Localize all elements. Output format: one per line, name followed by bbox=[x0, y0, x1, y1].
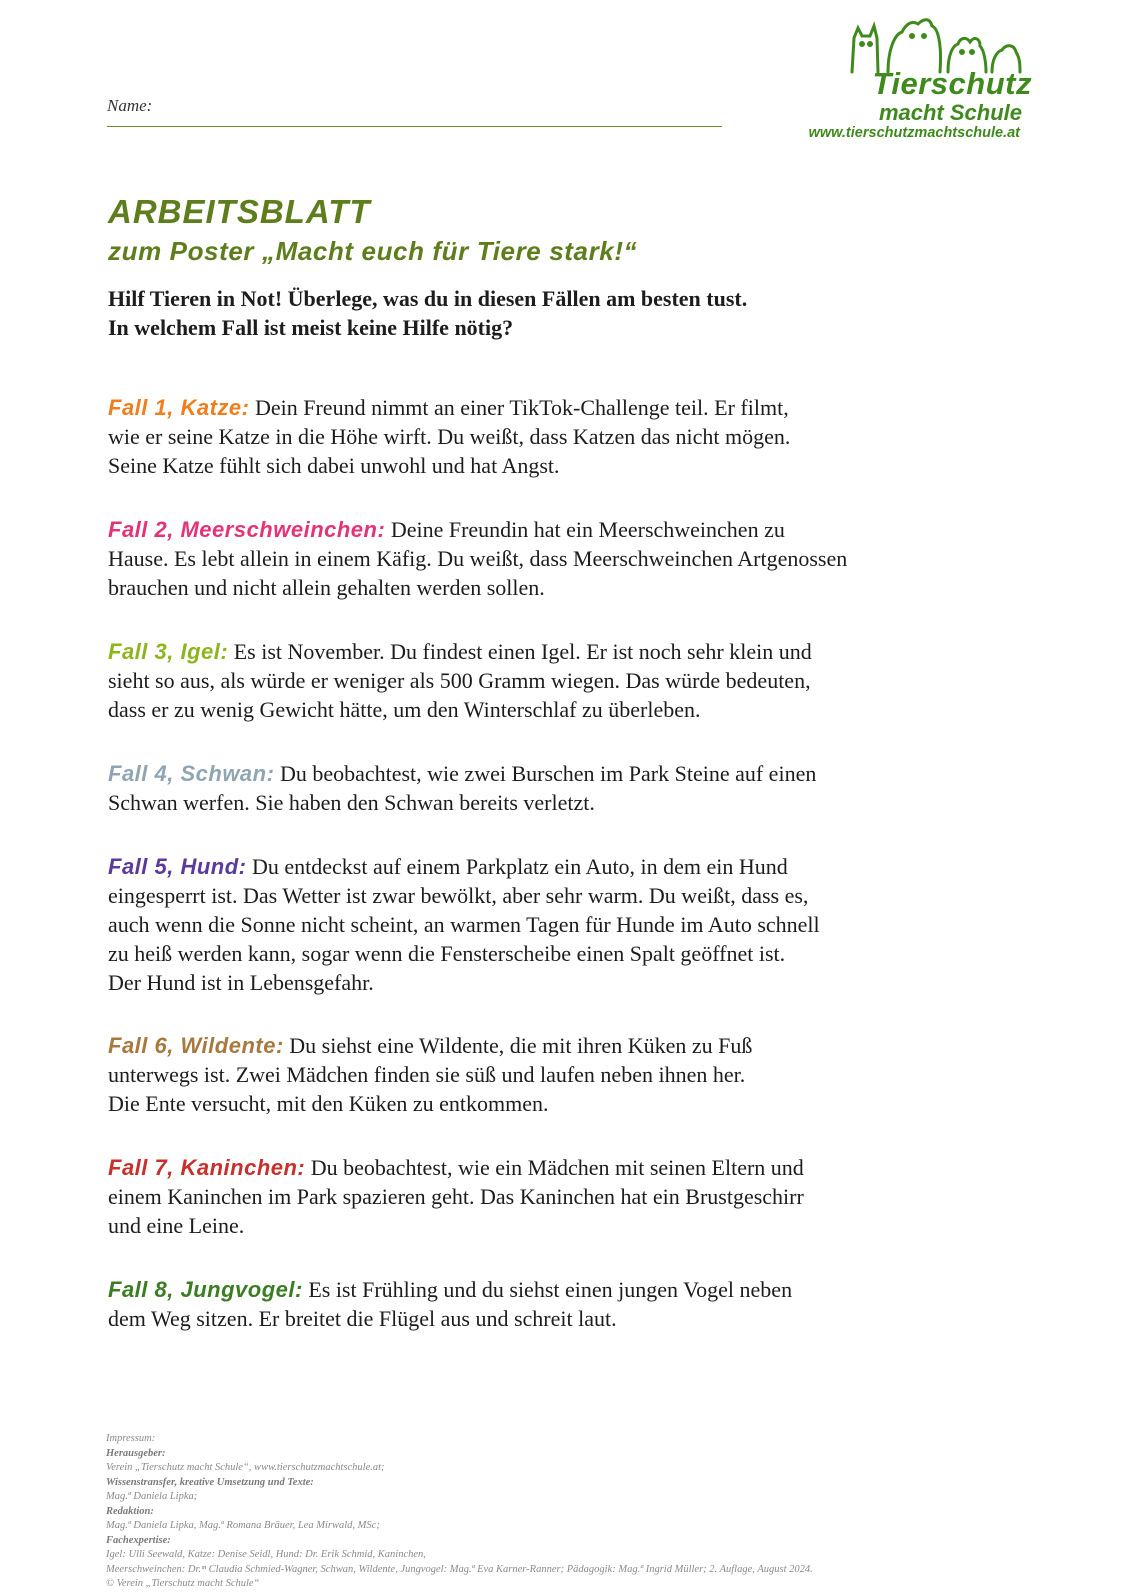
case-8 bbox=[108, 1275, 1008, 1333]
case-text: Hause. Es lebt allein in einem Käfig. Du weißt, dass Meerschweinchen Artgenossen bbox=[108, 546, 848, 571]
case-text: und eine Leine. bbox=[108, 1213, 245, 1238]
case-text: Du beobachtest, wie ein Mädchen mit seinen Eltern und bbox=[310, 1155, 804, 1180]
case-text: dem Weg sitzen. Er breitet die Flügel aus und schreit laut. bbox=[108, 1306, 617, 1331]
imprint-heading: Impressum: bbox=[106, 1433, 156, 1444]
imprint-text: Igel: Ulli Seewald, Katze: Denise Seidl, Hund: Dr. Erik Schmid, Kaninchen, bbox=[106, 1549, 426, 1560]
case-text: einem Kaninchen im Park spazieren geht. Das Kaninchen hat ein Brustgeschirr bbox=[108, 1184, 804, 1209]
case-text: zu heiß werden kann, sogar wenn die Fensterscheibe einen Spalt geöffnet ist. bbox=[108, 941, 786, 966]
imprint-label: Wissenstransfer, kreative Umsetzung und Texte: bbox=[106, 1476, 314, 1488]
logo-line-2: macht Schule bbox=[878, 100, 1022, 125]
case-text: dass er zu wenig Gewicht hätte, um den Winterschlaf zu überleben. bbox=[108, 697, 701, 722]
case-7 bbox=[108, 1153, 1008, 1240]
page-title: ARBEITSBLATT bbox=[108, 193, 371, 230]
case-heading: Fall 7, Kaninchen: bbox=[108, 1155, 306, 1180]
case-text: Dein Freund nimmt an einer TikTok-Challenge teil. Er filmt, bbox=[254, 395, 789, 420]
case-text: wie er seine Katze in die Höhe wirft. Du weißt, dass Katzen das nicht mögen. bbox=[108, 424, 791, 449]
case-text: Du siehst eine Wildente, die mit ihren Küken zu Fuß bbox=[289, 1033, 753, 1058]
imprint-copyright: © Verein „Tierschutz macht Schule“ bbox=[106, 1578, 260, 1589]
case-heading: Fall 6, Wildente: bbox=[108, 1033, 284, 1058]
logo-line-1: Tierschutz bbox=[872, 66, 1032, 101]
logo bbox=[740, 14, 1040, 141]
name-label: Name: bbox=[107, 96, 153, 115]
case-text: Du entdeckst auf einem Parkplatz ein Auto, in dem ein Hund bbox=[252, 854, 788, 879]
name-field[interactable] bbox=[107, 96, 722, 127]
case-heading: Fall 4, Schwan: bbox=[108, 761, 275, 786]
imprint-label: Herausgeber: bbox=[106, 1447, 166, 1459]
animals-logo-icon bbox=[840, 14, 1030, 74]
page-subtitle: zum Poster „Macht euch für Tiere stark!“ bbox=[108, 236, 638, 266]
intro-line: In welchem Fall ist meist keine Hilfe nötig? bbox=[108, 315, 514, 340]
logo-url[interactable]: www.tierschutzmachtschule.at bbox=[808, 125, 1020, 141]
imprint-label: Redaktion: bbox=[106, 1505, 154, 1517]
case-6 bbox=[108, 1031, 1008, 1118]
case-heading: Fall 5, Hund: bbox=[108, 854, 247, 879]
imprint-text: Mag.ª Daniela Lipka; bbox=[106, 1491, 198, 1502]
case-text: Deine Freundin hat ein Meerschweinchen zu bbox=[390, 517, 785, 542]
intro-text bbox=[108, 284, 1008, 342]
imprint-text: Verein „Tierschutz macht Schule“, www.tierschutzmachtschule.at; bbox=[106, 1462, 385, 1473]
case-text: sieht so aus, als würde er weniger als 500 Gramm wiegen. Das würde bedeuten, bbox=[108, 668, 811, 693]
case-heading: Fall 2, Meerschweinchen: bbox=[108, 517, 386, 542]
case-2 bbox=[108, 515, 1008, 602]
case-text: Es ist Frühling und du siehst einen jungen Vogel neben bbox=[308, 1277, 793, 1302]
case-text: eingesperrt ist. Das Wetter ist zwar bewölkt, aber sehr warm. Du weißt, dass es, bbox=[108, 883, 809, 908]
case-3 bbox=[108, 637, 1008, 724]
case-heading: Fall 1, Katze: bbox=[108, 395, 250, 420]
imprint-text: Meerschweinchen: Dr.ᶦⁿ Claudia Schmied-Wagner, Schwan, Wildente, Jungvogel: Mag.ª Eva Karner-Ranner; Pädagogik: Mag.ª Ingrid Müller; 2. Auflage, August 2024. bbox=[106, 1563, 813, 1575]
imprint bbox=[106, 1432, 1036, 1592]
case-text: brauchen und nicht allein gehalten werden sollen. bbox=[108, 575, 545, 600]
imprint-label: Fachexpertise: bbox=[106, 1534, 171, 1546]
case-text: Es ist November. Du findest einen Igel. Er ist noch sehr klein und bbox=[233, 639, 812, 664]
case-text: auch wenn die Sonne nicht scheint, an warmen Tagen für Hunde im Auto schnell bbox=[108, 912, 820, 937]
case-text: unterwegs ist. Zwei Mädchen finden sie süß und laufen neben ihnen her. bbox=[108, 1062, 746, 1087]
case-text: Du beobachtest, wie zwei Burschen im Park Steine auf einen bbox=[279, 761, 817, 786]
case-text: Seine Katze fühlt sich dabei unwohl und hat Angst. bbox=[108, 453, 560, 478]
case-5 bbox=[108, 852, 1008, 997]
case-1 bbox=[108, 393, 1008, 480]
case-4 bbox=[108, 759, 1008, 817]
intro-line: Hilf Tieren in Not! Überlege, was du in diesen Fällen am besten tust. bbox=[108, 286, 748, 311]
case-text: Der Hund ist in Lebensgefahr. bbox=[108, 970, 374, 995]
case-heading: Fall 3, Igel: bbox=[108, 639, 229, 664]
imprint-text: Mag.ª Daniela Lipka, Mag.ª Romana Bräuer, Lea Mirwald, MSc; bbox=[106, 1520, 380, 1531]
case-heading: Fall 8, Jungvogel: bbox=[108, 1277, 303, 1302]
case-text: Schwan werfen. Sie haben den Schwan bereits verletzt. bbox=[108, 790, 595, 815]
case-text: Die Ente versucht, mit den Küken zu entkommen. bbox=[108, 1091, 549, 1116]
